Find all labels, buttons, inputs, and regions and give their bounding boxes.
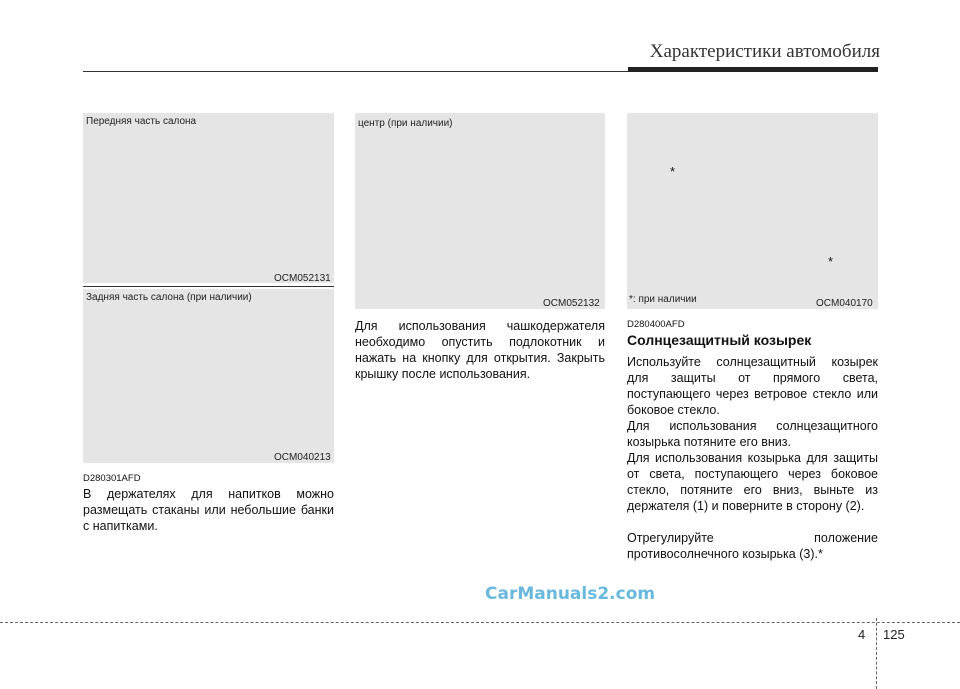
figure-separator xyxy=(83,286,334,287)
figure-code-center: OCM052132 xyxy=(543,298,600,309)
figure-rear-cabin xyxy=(83,289,334,463)
watermark-link[interactable]: CarManuals2.com xyxy=(485,584,656,604)
figure-label-rear: Задняя часть салона (при наличии) xyxy=(86,292,252,303)
figure-code-front: OCM052131 xyxy=(274,273,331,284)
section-code-sunvisor: D280400AFD xyxy=(627,319,685,330)
footer-divider xyxy=(876,618,877,689)
paragraph-sunvisor-3: Для использования козырька для защиты от света, поступающего через боковое стекло, потяните его вниз, выньте из держателя (1) и поверните в сторону (2). xyxy=(627,451,878,513)
figure-center-console xyxy=(355,113,605,309)
figure-code-sunvisor: OCM040170 xyxy=(816,298,873,309)
figure-label-center: центр (при наличии) xyxy=(358,118,453,129)
figure-note: *: при наличии xyxy=(629,294,697,305)
section-heading-sunvisor: Солнцезащитный козырек xyxy=(627,332,812,348)
page-header-title: Характеристики автомобиля xyxy=(649,41,880,62)
paragraph-cupholder: В держателях для напитков можно размещать стаканы или небольшие банки с напитками. xyxy=(83,487,334,533)
figure-front-cabin xyxy=(83,113,334,283)
section-code-cupholder: D280301AFD xyxy=(83,473,141,484)
figure-star-marker: * xyxy=(670,164,676,179)
figure-code-rear: OCM040213 xyxy=(274,452,331,463)
paragraph-armrest-cupholder: Для использования чашкодержателя необходимо опустить подлокотник и нажать на кнопку для открытия. Закрыть крышку после использования. xyxy=(355,319,605,381)
paragraph-sunvisor-2: Для использования солнцезащитного козырька потяните его вниз. xyxy=(627,419,878,449)
paragraph-sunvisor-1: Используйте солнцезащитный козырек для защиты от прямого света, поступающего через ветровое стекло или боковое стекло. xyxy=(627,355,878,417)
footer-rule xyxy=(0,622,960,623)
page-number: 125 xyxy=(883,627,905,642)
chapter-number: 4 xyxy=(858,627,866,642)
header-rule-accent xyxy=(628,67,878,72)
figure-label-front: Передняя часть салона xyxy=(86,116,197,127)
figure-sunvisor xyxy=(627,113,878,309)
figure-star-marker: * xyxy=(828,254,834,269)
paragraph-sunvisor-4: Отрегулируйте положение противосолнечного козырька (3).* xyxy=(627,531,878,561)
